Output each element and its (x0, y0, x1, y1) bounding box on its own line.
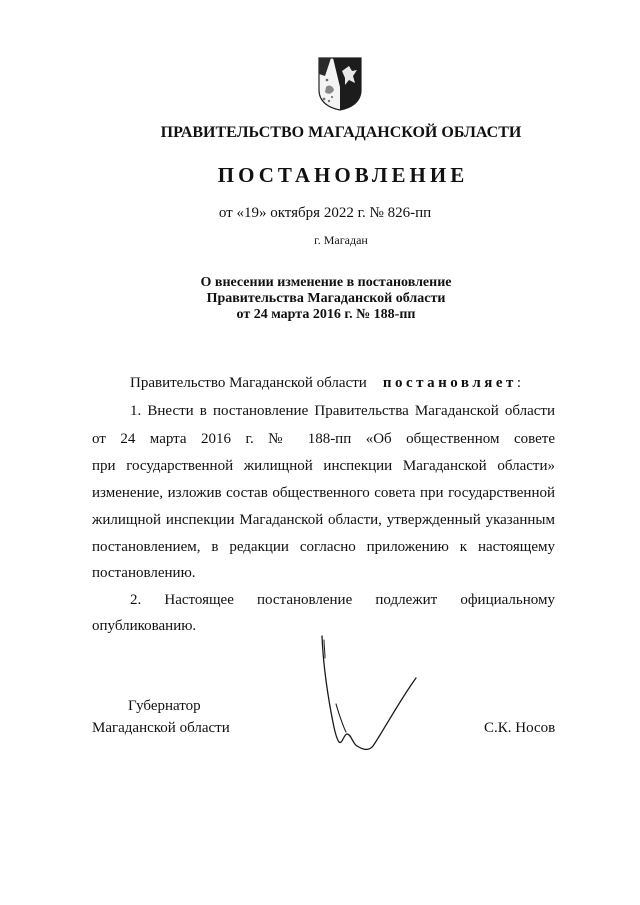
signer-position-line2: Магаданской области (92, 720, 230, 736)
signer-position-line1: Губернатор (128, 698, 201, 714)
document-type: ПОСТАНОВЛЕНИЕ (217, 163, 469, 187)
subject-line: О внесении изменение в постановление (200, 275, 452, 290)
item-1-line: постановлению. (92, 565, 196, 581)
item-2-line: 2. Настоящее постановление подлежит официальному (130, 592, 555, 608)
subject-line: Правительства Магаданской области (206, 291, 446, 306)
preamble-verb: постановляет (382, 375, 517, 391)
authority-title: ПРАВИТЕЛЬСТВО МАГАДАНСКОЙ ОБЛАСТИ (160, 124, 522, 141)
subject-line: от 24 марта 2016 г. № 188-пп (236, 307, 416, 322)
date-number: от «19» октября 2022 г. № 826-пп (218, 205, 432, 221)
item-1-line: постановлением, в редакции согласно приложению к настоящему (92, 539, 555, 555)
item-1-line: при государственной жилищной инспекции Магаданской области» (92, 458, 555, 474)
preamble-colon: : (516, 375, 522, 391)
preamble (130, 374, 521, 392)
preamble-lead: Правительство Магаданской области (130, 375, 367, 391)
signer-name: С.К. Носов (484, 720, 556, 736)
item-1-line: изменение, изложив состав общественного совета при государственной (92, 485, 555, 501)
item-1-line: жилищной инспекции Магаданской области, утвержденный указанным (92, 512, 555, 528)
city: г. Магадан (314, 233, 368, 247)
item-1-line: 1. Внести в постановление Правительства Магаданской области (130, 403, 555, 419)
coat-of-arms-icon (318, 57, 362, 111)
handwritten-signature-icon (310, 630, 425, 765)
decree-subject (12, 275, 640, 323)
item-1-line: от 24 марта 2016 г. № 188-пп «Об общественном совете (92, 431, 555, 447)
item-2-line: опубликованию. (92, 618, 197, 634)
